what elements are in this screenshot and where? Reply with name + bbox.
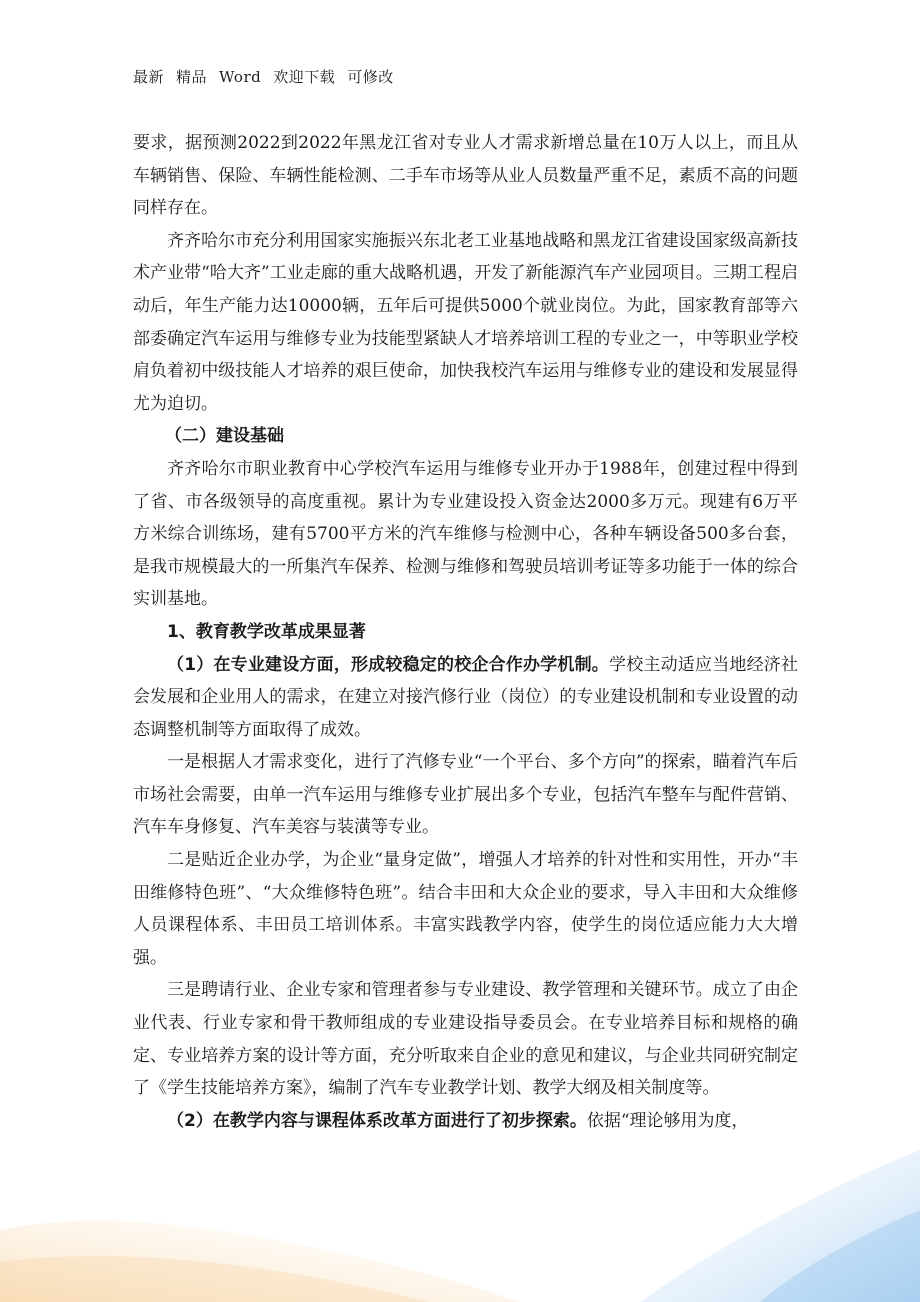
paragraph-lead: （1）在专业建设方面，形成较稳定的校企合作办学机制。: [167, 654, 610, 675]
header-item: 精品: [176, 68, 208, 86]
orange-wave-decoration-light: [0, 1256, 430, 1302]
paragraph: 一是根据人才需求变化，进行了汽修专业“一个平台、多个方向”的探索，瞄着汽车后市场社会需要，由单一汽车运用与维修专业扩展出多个专业，包括汽车整车与配件营销、汽车车身修复、汽车美容与装潢等专业。: [133, 752, 798, 838]
header-item: 最新: [133, 68, 165, 86]
header-item: 欢迎下载: [273, 68, 336, 86]
blue-wave-decoration-light: [760, 1210, 920, 1302]
orange-wave-decoration: [0, 1221, 520, 1302]
section-heading: （二）建设基础: [165, 426, 284, 447]
blue-wave-decoration: [640, 1150, 920, 1302]
paragraph: [133, 1105, 798, 1138]
document-body: [133, 127, 798, 1137]
paragraph: 齐齐哈尔市职业教育中心学校汽车运用与维修专业开办于1988年，创建过程中得到了省、市各级领导的高度重视。累计为专业建设投入资金达2000多万元。现建有6万平方米综合训练场，建有5700平方米的汽车维修与检测中心，各种车辆设备500多台套，是我市规模最大的一所集汽车保养、检测与维修和驾驶员培训考证等多功能于一体的综合实训基地。: [133, 458, 798, 610]
paragraph: 二是贴近企业办学，为企业“量身定做”，增强人才培养的针对性和实用性，开办“丰田维修特色班”、“大众维修特色班”。结合丰田和大众企业的要求，导入丰田和大众维修人员课程体系、丰田员工培训体系。丰富实践教学内容，使学生的岗位适应能力大大增强。: [133, 850, 798, 968]
page-header: [133, 66, 406, 87]
subsection-heading: 1、教育教学改革成果显著: [167, 621, 366, 642]
paragraph: 要求，据预测2022到2022年黑龙江省对专业人才需求新增总量在10万人以上，而且从车辆销售、保险、车辆性能检测、二手车市场等从业人员数量严重不足，素质不高的问题同样存在。: [133, 133, 798, 219]
paragraph: [133, 649, 798, 747]
paragraph-text: 依据“理论够用为度，: [586, 1110, 749, 1131]
paragraph: 三是聘请行业、企业专家和管理者参与专业建设、教学管理和关键环节。成立了由企业代表、行业专家和骨干教师组成的专业建设指导委员会。在专业培养目标和规格的确定、专业培养方案的设计等方面，充分听取来自企业的意见和建议，与企业共同研究制定了《学生技能培养方案》，编制了汽车专业教学计划、教学大纲及相关制度等。: [133, 980, 798, 1099]
header-item: Word: [219, 68, 262, 86]
paragraph: 齐齐哈尔市充分利用国家实施振兴东北老工业基地战略和黑龙江省建设国家级高新技术产业带“哈大齐”工业走廊的重大战略机遇，开发了新能源汽车产业园项目。三期工程启动后，年生产能力达10000辆，五年后可提供5000个就业岗位。为此，国家教育部等六部委确定汽车运用与维修专业为技能型紧缺人才培养培训工程的专业之一，中等职业学校肩负着初中级技能人才培养的艰巨使命，加快我校汽车运用与维修专业的建设和发展显得尤为迫切。: [133, 230, 798, 414]
paragraph-text: 学校主动适应当地经济社会发展和企业用人的需求，在建立对接汽修行业（岗位）的专业建设机制和专业设置的动态调整机制等方面取得了成效。: [133, 654, 799, 740]
paragraph-lead: （2）在教学内容与课程体系改革方面进行了初步探索。: [167, 1110, 587, 1131]
header-item: 可修改: [347, 68, 394, 86]
